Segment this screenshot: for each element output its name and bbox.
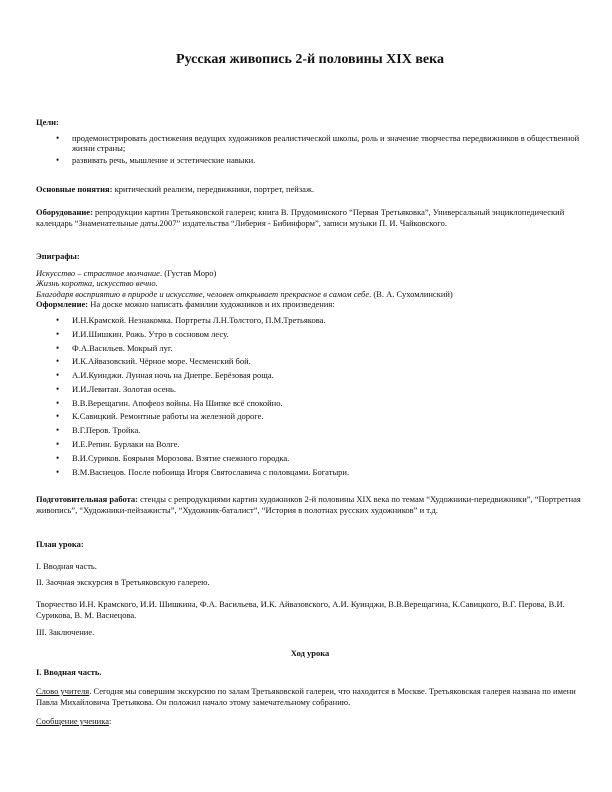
artist-item: • И.И.Левитан. Золотая осень. — [36, 384, 584, 395]
design-text: На доске можно написать фамилии художников и их произведения: — [88, 299, 335, 310]
prep-text: стенды с репродукциями картин художников 2-й половины XIX века по темам “Художники-передвижники”, “Портретная живопись”, “Художники-пейзажисты”, “Художник-баталист”, “История в полотнах русских художников” и т.д. — [36, 494, 581, 515]
design-paragraph — [36, 299, 584, 310]
artist-item: • В.Г.Перов. Тройка. — [36, 425, 584, 436]
epigraph-author: . (Густав Моро) — [159, 267, 217, 278]
artists-list — [36, 315, 584, 477]
plan-item: II. Заочная экскурсия в Третьяковскую галерею. — [36, 577, 210, 587]
equipment-text: репродукции картин Третьяковской галереи; книга В. Прудоминского “Первая Третьяковка”, Универсальный энциклопедический календарь “Знаменательные даты.2007” издательства “Либерия - Бибинформ”, записи музыки П. И. Чайковского. — [36, 207, 565, 228]
epigraph-quote: Благодаря восприятию в природе и искусстве, человек открывает прекрасное в самом себе — [36, 288, 370, 299]
design-label: Оформление: — [36, 299, 89, 310]
equipment-label: Оборудование: — [36, 207, 93, 217]
artist-item: • А.И.Куинджи. Лунная ночь на Днепре. Берёзовая роща. — [36, 370, 584, 381]
artist-item: • В.И.Суриков. Боярыня Морозова. Взятие снежного городка. — [36, 453, 584, 464]
plan-heading: План урока: — [36, 539, 84, 549]
epigraph-line — [36, 278, 584, 289]
teacher-text: . Сегодня мы совершим экскурсию по залам Третьяковской галереи, что находится в Москве. Третьяковская галерея названа по имени Павла Михайловича Третьякова. Он положил начало этому замечательному собранию. — [36, 686, 576, 707]
epigraph-author: . (В. А. Сухомлинский) — [369, 288, 453, 299]
artist-item: • К.Савицкий. Ремонтные работы на железной дороге. — [36, 411, 584, 422]
epigraph-line — [36, 268, 584, 279]
epigraph-quote: Искусство – страстное молчание — [36, 267, 160, 278]
student-label: Сообщение ученика — [36, 716, 109, 726]
epigraph-line — [36, 289, 584, 300]
student-tail: : — [108, 716, 112, 726]
artist-item: • И.И.Шишкин. Рожь. Утро в сосновом лесу. — [36, 329, 584, 340]
goals-heading: Цели: — [36, 117, 59, 127]
prep-paragraph — [36, 494, 584, 515]
plan-item: III. Заключение. — [36, 627, 95, 637]
plan-item: I. Вводная часть. — [36, 561, 97, 571]
artist-item: • В.М.Васнецов. После побоища Игоря Святославича с половцами. Богатыри. — [36, 467, 584, 478]
page-title: Русская живопись 2-й половины XIX века — [176, 52, 444, 67]
prep-label: Подготовительная работа: — [36, 494, 138, 504]
equipment-paragraph — [36, 207, 584, 228]
concepts-label: Основные понятия: — [36, 184, 113, 194]
plan-paragraph: Творчество И.Н. Крамского, И.И. Шишкина, Ф.А. Васильева, И.К. Айвазовского, А.И. Куинджи, В.В.Верещагина, К.Савицкого, В.Г. Перова, В.И. Сурикова, В. М. Васнецова. — [36, 599, 565, 620]
teacher-paragraph — [36, 686, 584, 707]
artist-item: • И.К.Айвазовский. Чёрное море. Чесменский бой. — [36, 356, 584, 367]
course-heading: Ход урока — [290, 648, 330, 658]
artist-item: • И.Н.Крамской. Незнакомка. Портреты Л.Н.Толстого, П.М.Третьякова. — [36, 315, 584, 326]
concepts-paragraph — [36, 184, 584, 195]
artist-item: • И.Е.Репин. Бурлаки на Волге. — [36, 439, 584, 450]
epigraphs-heading: Эпиграфы: — [36, 251, 80, 261]
goal-item: • развивать речь, мышление и эстетические навыки. — [36, 155, 584, 166]
epigraphs-section — [36, 251, 584, 477]
student-paragraph — [36, 716, 584, 727]
course-section-title: I. Вводная часть. — [36, 667, 102, 677]
goals-list — [36, 133, 584, 166]
epigraph-quote: Жизнь коротка, искусство вечно. — [36, 278, 158, 289]
artist-item: • В.В.Верещагин. Апофеоз войны. На Шипке всё спокойно. — [36, 398, 584, 409]
goals-section — [36, 117, 584, 165]
concepts-text: критический реализм, передвижники, портрет, пейзаж. — [112, 184, 314, 194]
goal-item: • продемонстрировать достижения ведущих художников реалистической школы, роль и значение творчества передвижников в общественной жизни страны; — [36, 133, 584, 154]
artist-item: • Ф.А.Васильев. Мокрый луг. — [36, 343, 584, 354]
teacher-label: Слово учителя — [36, 686, 90, 696]
